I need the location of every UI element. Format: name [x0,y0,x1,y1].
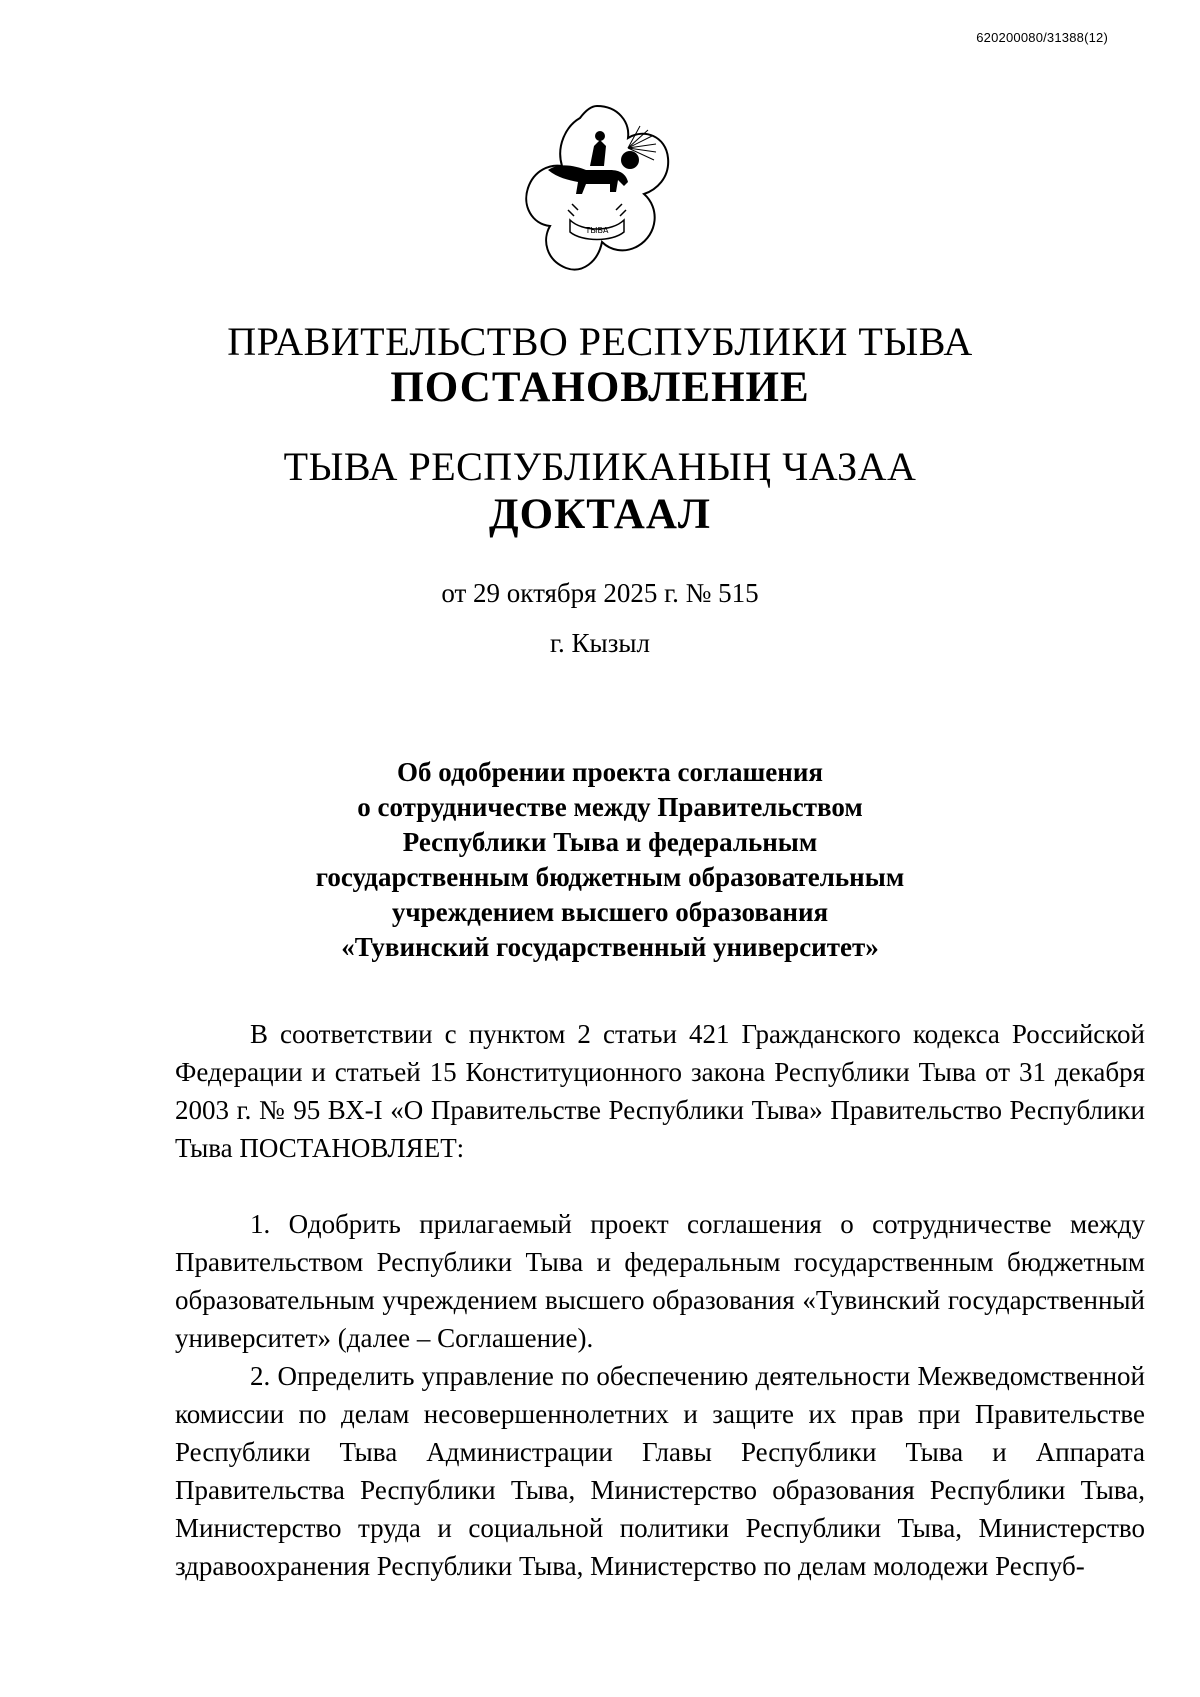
svg-text:ТЫВА: ТЫВА [585,226,609,235]
decree-title-ru: ПОСТАНОВЛЕНИЕ [390,364,810,411]
clause-paragraph: 1. Одобрить прилагаемый проект соглашения о сотрудничестве между Правительством Республики Тыва и федеральным государственным бюджетным образовательным учреждением высшего образования «Тувинский государственный университет» (далее – Соглашение). [175,1209,1145,1353]
document-title [300,755,920,965]
title-line: Республики Тыва и федеральным [402,827,818,857]
document-body [175,1015,1145,1585]
title-line: Об одобрении проекта соглашения [396,757,824,787]
decree-city: г. Кызыл [550,628,650,658]
decree-title-tyv: ДОКТААЛ [489,491,711,538]
title-line: о сотрудничестве между Правительством [357,792,863,822]
preamble-paragraph: В соответствии с пунктом 2 статьи 421 Гражданского кодекса Российской Федерации и статьей 15 Конституционного закона Республики Тыва от 31 декабря 2003 г. № 95 ВХ-I «О Правительстве Республики Тыва» Правительство Республики Тыва ПОСТАНОВЛЯЕТ: [175,1019,1145,1163]
title-line: учреждением высшего образования [391,897,829,927]
government-name-ru: ПРАВИТЕЛЬСТВО РЕСПУБЛИКИ ТЫВА [227,319,973,364]
clause-paragraph: 2. Определить управление по обеспечению деятельности Межведомственной комиссии по делам несовершеннолетних и защите их прав при Правительстве Республики Тыва Администрации Главы Республики Тыва и Аппарата Правительства Республики Тыва, Министерство образования Республики Тыва, Министерство труда и социальной политики Республики Тыва, Министерство здравоохранения Республики Тыва, Министерство по делам молодежи Респуб- [175,1361,1145,1581]
decree-date-number: от 29 октября 2025 г. № 515 [441,578,759,608]
tuva-coat-of-arms-icon [520,100,675,280]
government-name-tyv: ТЫВА РЕСПУБЛИКАНЫҢ ЧАЗАА [283,444,917,489]
title-line: «Тувинский государственный университет» [341,932,879,962]
title-line: государственным бюджетным образовательным [315,862,905,892]
document-id: 620200080/31388(12) [976,30,1108,45]
